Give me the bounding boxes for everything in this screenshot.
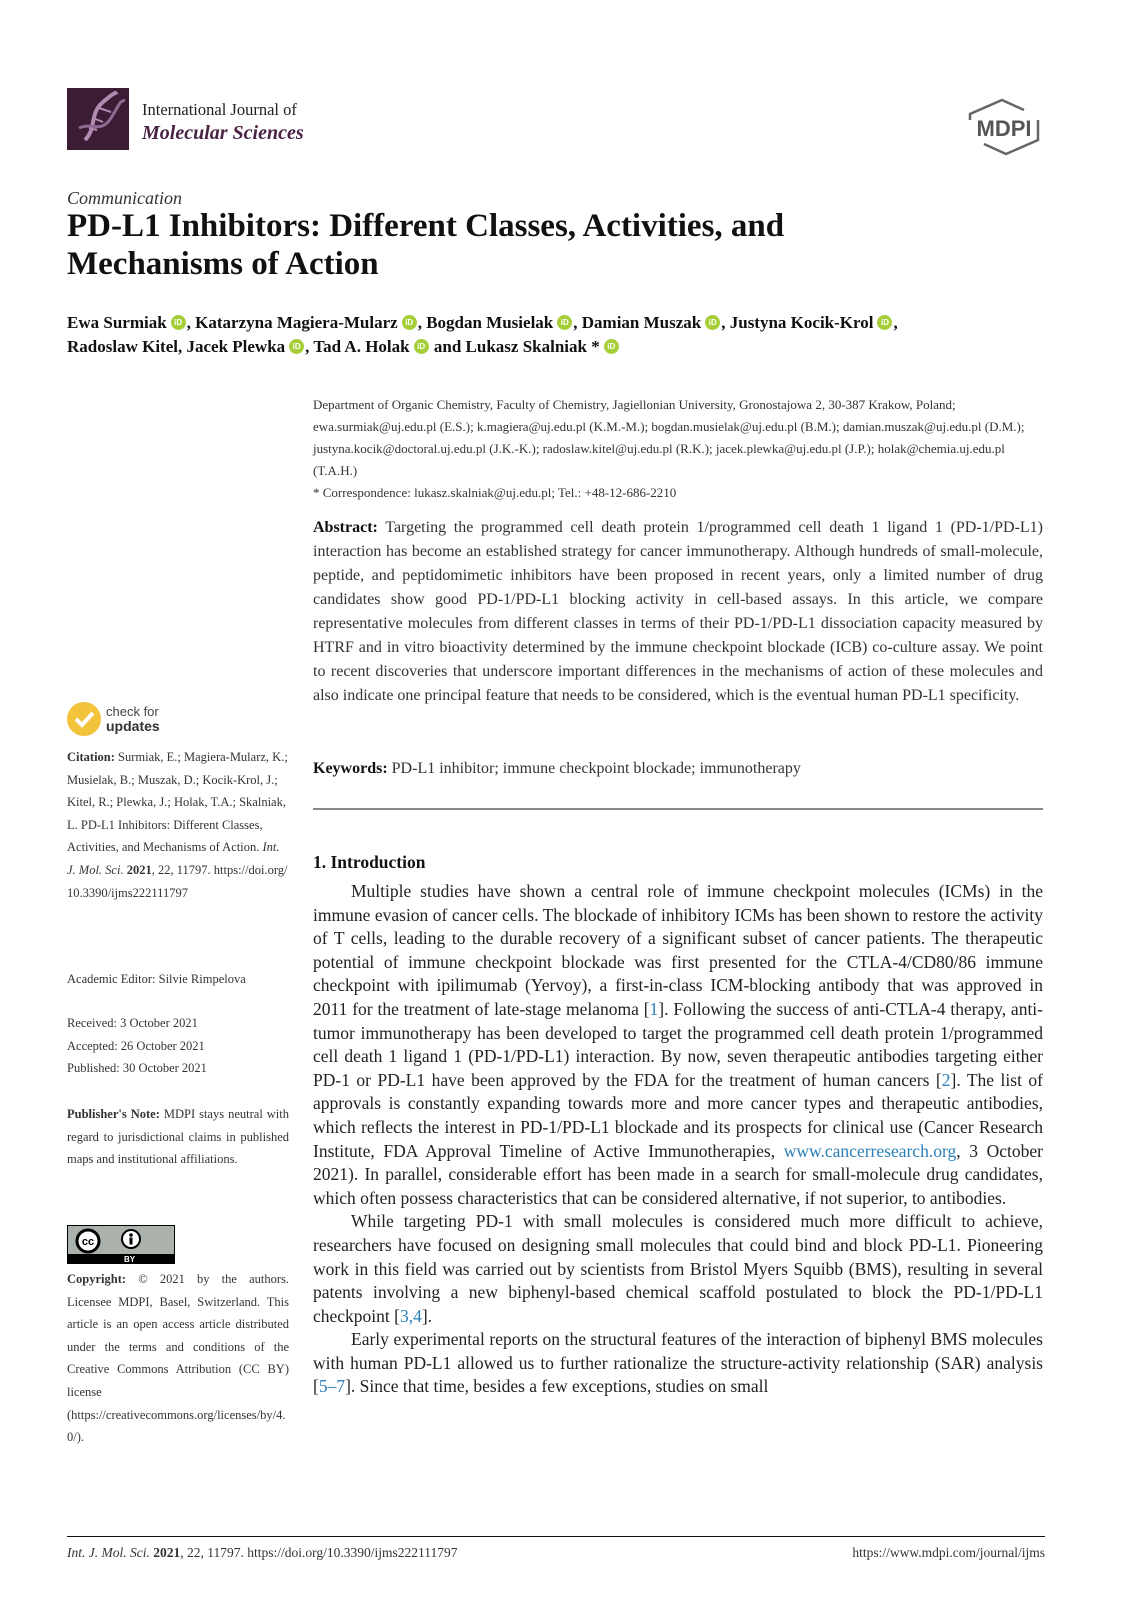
author-name[interactable]: Radoslaw Kitel <box>67 337 178 356</box>
reference-link[interactable]: 5–7 <box>318 1376 346 1397</box>
orcid-icon[interactable]: iD <box>705 315 720 330</box>
publishers-note: Publisher's Note: MDPI stays neutral with regard to jurisdictional claims in published maps and institutional affiliations. <box>67 1107 289 1167</box>
journal-name-line1: International Journal of <box>142 100 297 119</box>
orcid-icon[interactable]: iD <box>604 339 619 354</box>
published-date: Published: 30 October 2021 <box>67 1061 207 1076</box>
svg-text:MDPI: MDPI <box>976 116 1032 141</box>
cc-by-label: BY <box>124 1255 136 1264</box>
section-divider <box>313 808 1043 810</box>
journal-logo <box>67 88 129 150</box>
accepted-date: Accepted: 26 October 2021 <box>67 1038 205 1053</box>
section-heading-introduction: 1. Introduction <box>313 852 426 872</box>
abstract-label: Abstract: <box>313 519 378 536</box>
check-for-updates-button[interactable]: check for updates <box>67 702 160 736</box>
citation-doi-link[interactable]: https://doi.org/10.3390/ijms222111797 <box>67 862 288 900</box>
reference-link[interactable]: 3,4 <box>399 1305 422 1326</box>
author-name[interactable]: Lukasz Skalniak <box>465 337 587 356</box>
affiliation-text: Department of Organic Chemistry, Faculty of Chemistry, Jagiellonian University, Gronostajowa 2, 30-387 Krakow, Poland; ewa.surmiak@uj.edu.pl (E.S.); k.magiera@uj.edu.pl (K.M.-M.); bogdan.musielak@uj.edu.pl (B.M.); damian.muszak@uj.edu.pl (D.M.); justyna.kocik@doctoral.uj.edu.pl (J.K.-K.); radoslaw.kitel@uj.edu.pl (R.K.); jacek.plewka@uj.edu.pl (J.P.); holak@chemia.uj.edu.pl (T.A.H.) <box>313 397 1025 478</box>
reference-link[interactable]: 2 <box>941 1069 951 1090</box>
publication-dates <box>67 1012 289 1080</box>
abstract-text: Targeting the programmed cell death protein 1/programmed cell death 1 ligand 1 (PD-1/PD-L1) interaction has become an established strategy for cancer immunotherapy. Although hundreds of small-molecule, peptide, and peptidomimetic inhibitors have been proposed in recent years, only a limited number of drug candidates show good PD-1/PD-L1 blocking activity in cell-based assays. In this article, we compare representative molecules from different classes in terms of their PD-1/PD-L1 dissociation capacity measured by HTRF and in vitro bioactivity determined by the immune checkpoint blockade (ICB) co-culture assay. We point to recent discoveries that underscore important differences in the mechanisms of action of these molecules and also indicate one principal feature that needs to be considered, which is the eventual human PD-L1 specificity. <box>313 519 1044 704</box>
academic-editor: Academic Editor: Silvie Rimpelova <box>67 972 246 986</box>
footer-divider <box>67 1536 1045 1537</box>
mdpi-logo <box>962 98 1046 156</box>
orcid-icon[interactable]: iD <box>402 315 417 330</box>
orcid-icon[interactable]: iD <box>557 315 572 330</box>
article-title: PD-L1 Inhibitors: Different Classes, Activities, and Mechanisms of Action <box>67 208 785 282</box>
author-name[interactable]: Justyna Kocik-Krol <box>729 313 874 332</box>
introduction-body <box>313 880 1043 1399</box>
footer-citation: Int. J. Mol. Sci. 2021, 22, 11797. https://doi.org/10.3390/ijms222111797 <box>67 1545 458 1560</box>
journal-name <box>142 100 304 146</box>
correspondence: * Correspondence: lukasz.skalniak@uj.edu.pl; Tel.: +48-12-686-2210 <box>313 485 677 500</box>
article-type: Communication <box>67 188 182 208</box>
copyright-notice: Copyright: © 2021 by the authors. Licensee MDPI, Basel, Switzerland. This article is an open access article distributed under the terms and conditions of the Creative Commons Attribution (CC BY) license (https://creativecommons.org/licenses/by/4.0/). <box>67 1272 289 1445</box>
author-name[interactable]: Katarzyna Magiera-Mularz <box>195 313 398 332</box>
author-list: Ewa Surmiak iD , Katarzyna Magiera-Mularz iD , Bogdan Musielak iD , Damian Muszak iD , Justyna Kocik-Krol iD , Radoslaw Kitel, Jacek Plewka iD , Tad A. Holak iD and Lukasz Skalniak * iD <box>67 313 898 356</box>
citation-label: Citation: <box>67 750 115 764</box>
author-name[interactable]: Tad A. Holak <box>313 337 410 356</box>
orcid-icon[interactable]: iD <box>414 339 429 354</box>
orcid-icon[interactable]: iD <box>877 315 892 330</box>
svg-text:cc: cc <box>81 1236 95 1248</box>
reference-link[interactable]: 1 <box>649 998 659 1019</box>
check-updates-icon <box>67 702 101 736</box>
orcid-icon[interactable]: iD <box>289 339 304 354</box>
cc-by-license-badge[interactable] <box>67 1225 175 1264</box>
author-name[interactable]: Damian Muszak <box>581 313 702 332</box>
received-date: Received: 3 October 2021 <box>67 1016 198 1030</box>
author-separator: and <box>433 337 462 356</box>
citation-block: Citation: Surmiak, E.; Magiera-Mularz, K.; Musielak, B.; Muszak, D.; Kocik-Krol, J.; Kitel, R.; Plewka, J.; Holak, T.A.; Skalniak, L. PD-L1 Inhibitors: Different Classes, Activities, and Mechanisms of Action. Int. J. Mol. Sci. 2021, 22, 11797. https://doi.org/10.3390/ijms222111797 <box>67 750 288 900</box>
external-link[interactable]: www.cancerresearch.org <box>783 1140 957 1161</box>
author-name[interactable]: Ewa Surmiak <box>67 313 167 332</box>
footer-journal-url[interactable]: https://www.mdpi.com/journal/ijms <box>852 1545 1045 1560</box>
journal-name-line2: Molecular Sciences <box>142 121 304 144</box>
paragraph: Multiple studies have shown a central role of immune checkpoint molecules (ICMs) in the immune evasion of cancer cells. The blockade of inhibitory ICMs has been shown to restore the activity of T cells, leading to the durable recovery of a significant subset of cancer patients. The therapeutic potential of immune checkpoint blockade was first presented for the CTLA-4/CD80/86 immune checkpoint with ipilimumab (Yervoy), a first-in-class ICM-blocking antibody that was approved in 2011 for the treatment of late-stage melanoma [1]. Following the success of anti-CTLA-4 therapy, anti-tumor immunotherapy has been developed to target the programmed cell death protein 1/programmed cell death 1 ligand 1 (PD-1/PD-L1) interaction. By now, seven therapeutic antibodies targeting either PD-1 or PD-L1 have been approved by the FDA for the treatment of human cancers [2]. The list of approvals is constantly expanding towards more and more cancer types and therapeutic antibodies, which reflects the interest in PD-1/PD-L1 blockade and its prospects for clinical use (Cancer Research Institute, FDA Approval Timeline of Active Immunotherapies, www.cancerresearch.org, 3 October 2021). In parallel, considerable effort has been made in a search for small-molecule drug candidates, which often possess characteristics that can be considered alternative, if not superior, to antibodies. <box>313 881 1043 1208</box>
author-name[interactable]: Jacek Plewka <box>186 337 286 356</box>
keywords <box>313 760 1043 778</box>
dna-helix-icon <box>67 88 129 150</box>
abstract <box>313 516 1043 708</box>
keywords-label: Keywords: <box>313 760 388 777</box>
keywords-text: PD-L1 inhibitor; immune checkpoint blockade; immunotherapy <box>391 760 801 777</box>
orcid-icon[interactable]: iD <box>171 315 186 330</box>
paragraph: Early experimental reports on the structural features of the interaction of biphenyl BMS molecules with human PD-L1 allowed us to further rationalize the structure-activity relationship (SAR) analysis [5–7]. Since that time, besides a few exceptions, studies on small <box>313 1329 1043 1397</box>
paragraph: While targeting PD-1 with small molecules is considered much more difficult to achieve, researchers have focused on designing small molecules that could bind and block PD-L1. Pioneering work in this field was carried out by scientists from Bristol Myers Squibb (BMS), resulting in several patents involving a new biphenyl-based chemical scaffold postulated to block the PD-1/PD-L1 checkpoint [3,4]. <box>313 1211 1043 1326</box>
affiliation-block <box>313 394 1048 504</box>
author-name[interactable]: Bogdan Musielak <box>426 313 554 332</box>
